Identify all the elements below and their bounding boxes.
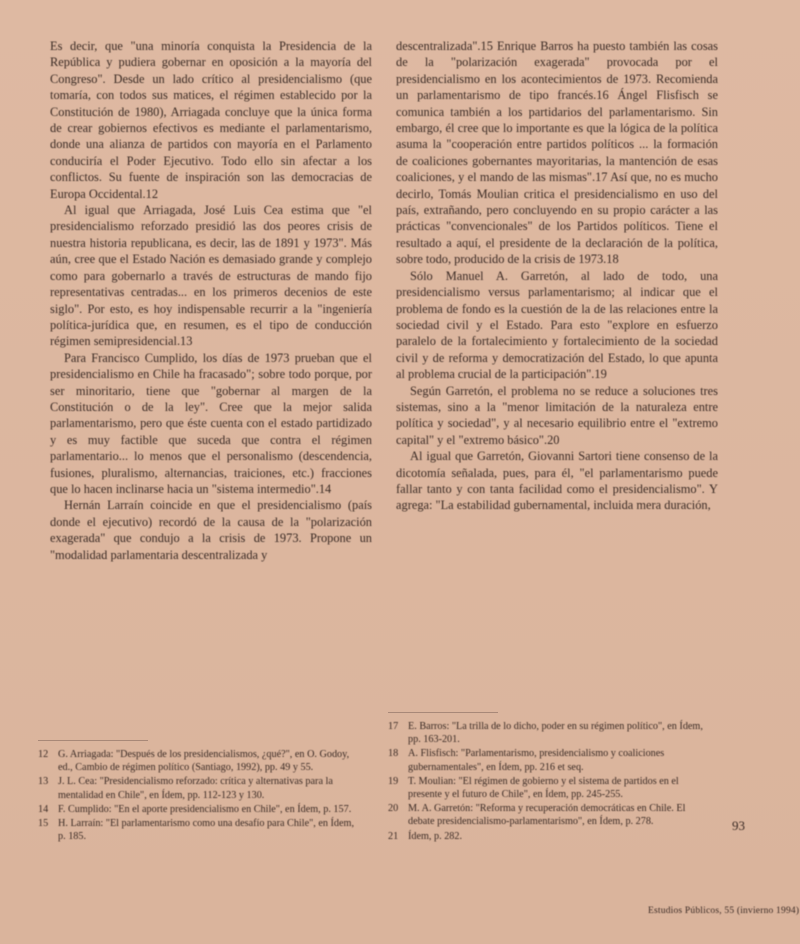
footnote — [38, 817, 360, 843]
running-footer: Estudios Públicos, 55 (invierno 1994) — [648, 906, 800, 916]
footnote-number: 17 — [388, 721, 399, 732]
footnotes-left — [38, 748, 360, 844]
footnote-text: G. Arriagada: "Después de los presidencialismos, ¿qué?", en O. Godoy, ed., Cambio de régimen político (Santiago, 1992), pp. 49 y 55. — [58, 749, 350, 774]
footnote-text: F. Cumplido: "En el aporte presidencialismo en Chile", en Ídem, p. 157. — [58, 803, 352, 815]
page-number: 93 — [732, 818, 745, 833]
footnote-number: 12 — [38, 749, 49, 760]
footnote-number: 21 — [388, 830, 399, 842]
footnote-number: 13 — [38, 776, 49, 788]
footnote-text: M. A. Garretón: "Reforma y recuperación democráticas en Chile. El debate presidencialismo-parlamentarismo", en Ídem, p. 278. — [408, 803, 686, 828]
footnote-number: 20 — [388, 803, 399, 815]
paragraph: Al igual que Arriagada, José Luis Cea estima que "el presidencialismo reforzado presidió las dos peores crisis de nuestra historia republicana, es decir, las de 1891 y 1973". Más aún, cree que el Estado Nación es demasiado grande y complejo como para gobernarlo a través de estructuras de mando fijo representativas centradas... en los primeros decenios de este siglo". Por esto, es hoy indispensable recurrir a la "ingeniería política-jurídica que, en resumen, es el tipo de conducción régimen semipresidencial.13 — [50, 203, 372, 349]
footnote — [38, 803, 360, 816]
footnote-number: 19 — [388, 775, 399, 787]
paragraph: Es decir, que "una minoría conquista la Presidencia de la República y pudiera gobernar en oposición a la mayoría del Congreso". Desde un lado crítico al presidencialismo (que tomaría, con todos sus matices, el régimen establecido por la Constitución de 1980), Arriagada concluye que la única forma de crear gobiernos efectivos es mediante el parlamentarismo, donde una alianza de partidos con mayoría en el Parlamento conduciría el Poder Ejecutivo. Todo ello sin afectar a los conflictos. Su fuente de inspiración son las democracias de Europa Occidental.12 — [50, 39, 372, 201]
footnotes-right — [388, 720, 710, 844]
footnote-number: 14 — [38, 803, 49, 815]
footnote-number: 15 — [38, 818, 49, 830]
footnote-text: E. Barros: "La trilla de lo dicho, poder en su régimen político", en Ídem, pp. 163-201. — [408, 721, 703, 746]
paragraph: Sólo Manuel A. Garretón, al lado de todo, una presidencialismo versus parlamentarismo; al indicar que el problema de fondo es la cuestión de la de las relaciones entre la sociedad civil y el Estado. Para esto "explore en esfuerzo paralelo de la fortalecimiento y fortalecimiento de la sociedad civil y de reforma y democratización del Estado, lo que apunta al problema crucial de la participación".19 — [396, 268, 718, 382]
footnote-divider — [38, 740, 148, 741]
footnote — [388, 720, 710, 746]
footnote — [38, 748, 360, 774]
paragraph: Hernán Larraín coincide en que el presidencialismo (país donde el ejecutivo) recordó de la causa de la "polarización exagerada" que condujo a la crisis de 1973. Propone un "modalidad parlamentaria descentralizada y — [50, 498, 372, 562]
footnote-divider — [388, 712, 498, 713]
paragraph: Al igual que Garretón, Giovanni Sartori tiene consenso de la dicotomía señalada, pues, para él, "el parlamentarismo puede fallar tanto y con tanta facilidad como el presidencialismo". Y agrega: "La estabilidad gubernamental, incluida mera duración, — [396, 449, 718, 513]
paragraph: descentralizada".15 Enrique Barros ha puesto también las cosas de la "polarización exagerada" provocada por el presidencialismo en los acontecimientos de 1973. Recomienda un parlamentarismo de tipo francés.16 Ángel Flisfisch se comunica también a los partidarios del parlamentarismo. Sin embargo, él cree que lo importante es que la lógica de la política asuma la "cooperación entre partidos políticos ... la formación de coaliciones gobernantes mayoritarias, la mantención de esas coaliciones, y el mando de las mismas".17 Así que, no es mucho decirlo, Tomás Moulian critica el presidencialismo en uso del país, extrañando, pero concluyendo en su propio carácter a las prácticas "convencionales" de los Partidos políticos. Tiene el resultado a aquí, el presidente de la declaración de la política, sobre todo, producido de la crisis de 1973.18 — [396, 39, 718, 267]
footnote-text: T. Moulian: "El régimen de gobierno y el sistema de partidos en el presente y el futuro de Chile", en Ídem, pp. 245-255. — [408, 775, 679, 801]
footnote-text: H. Larraín: "El parlamentarismo como una desafío para Chile", en Ídem, p. 185. — [58, 818, 355, 843]
footnote — [388, 775, 710, 801]
footnote — [388, 802, 710, 828]
footnote-text: J. L. Cea: "Presidencialismo reforzado: crítica y alternativas para la mentalidad en Chile", en Ídem, pp. 112-123 y 130. — [58, 776, 333, 801]
paragraph: Para Francisco Cumplido, los días de 1973 prueban que el presidencialismo en Chile ha fracasado"; sobre todo porque, por ser minoritario, tiene que "gobernar al margen de la Constitución o de la ley". Cree que la mejor salida parlamentarismo, pero que éste cuenta con el estado partidizado y es muy factible que suceda que contra el régimen parlamentario... lo menos que el personalismo (descendencia, fusiones, pluralismo, alternancias, traiciones, etc.) fracciones que lo hacen inclinarse hacia un "sistema intermedio".14 — [50, 350, 372, 496]
footnote — [38, 775, 360, 801]
footnote — [388, 830, 710, 843]
paragraph: Según Garretón, el problema no se reduce a soluciones tres sistemas, sino a la "menor limitación de la naturaleza entre política y sociedad", y al necesario equilibrio entre el "extremo capital" y el "extremo básico".20 — [396, 383, 718, 447]
footnote-text: A. Flisfisch: "Parlamentarismo, presidencialismo y coaliciones gubernamentales", en Ídem, pp. 216 et seq. — [408, 748, 665, 773]
text-column-left — [50, 38, 372, 563]
footnote-number: 18 — [388, 748, 399, 760]
footnote — [388, 747, 710, 773]
footnote-text: Ídem, p. 282. — [408, 830, 463, 842]
text-column-right — [396, 38, 718, 514]
